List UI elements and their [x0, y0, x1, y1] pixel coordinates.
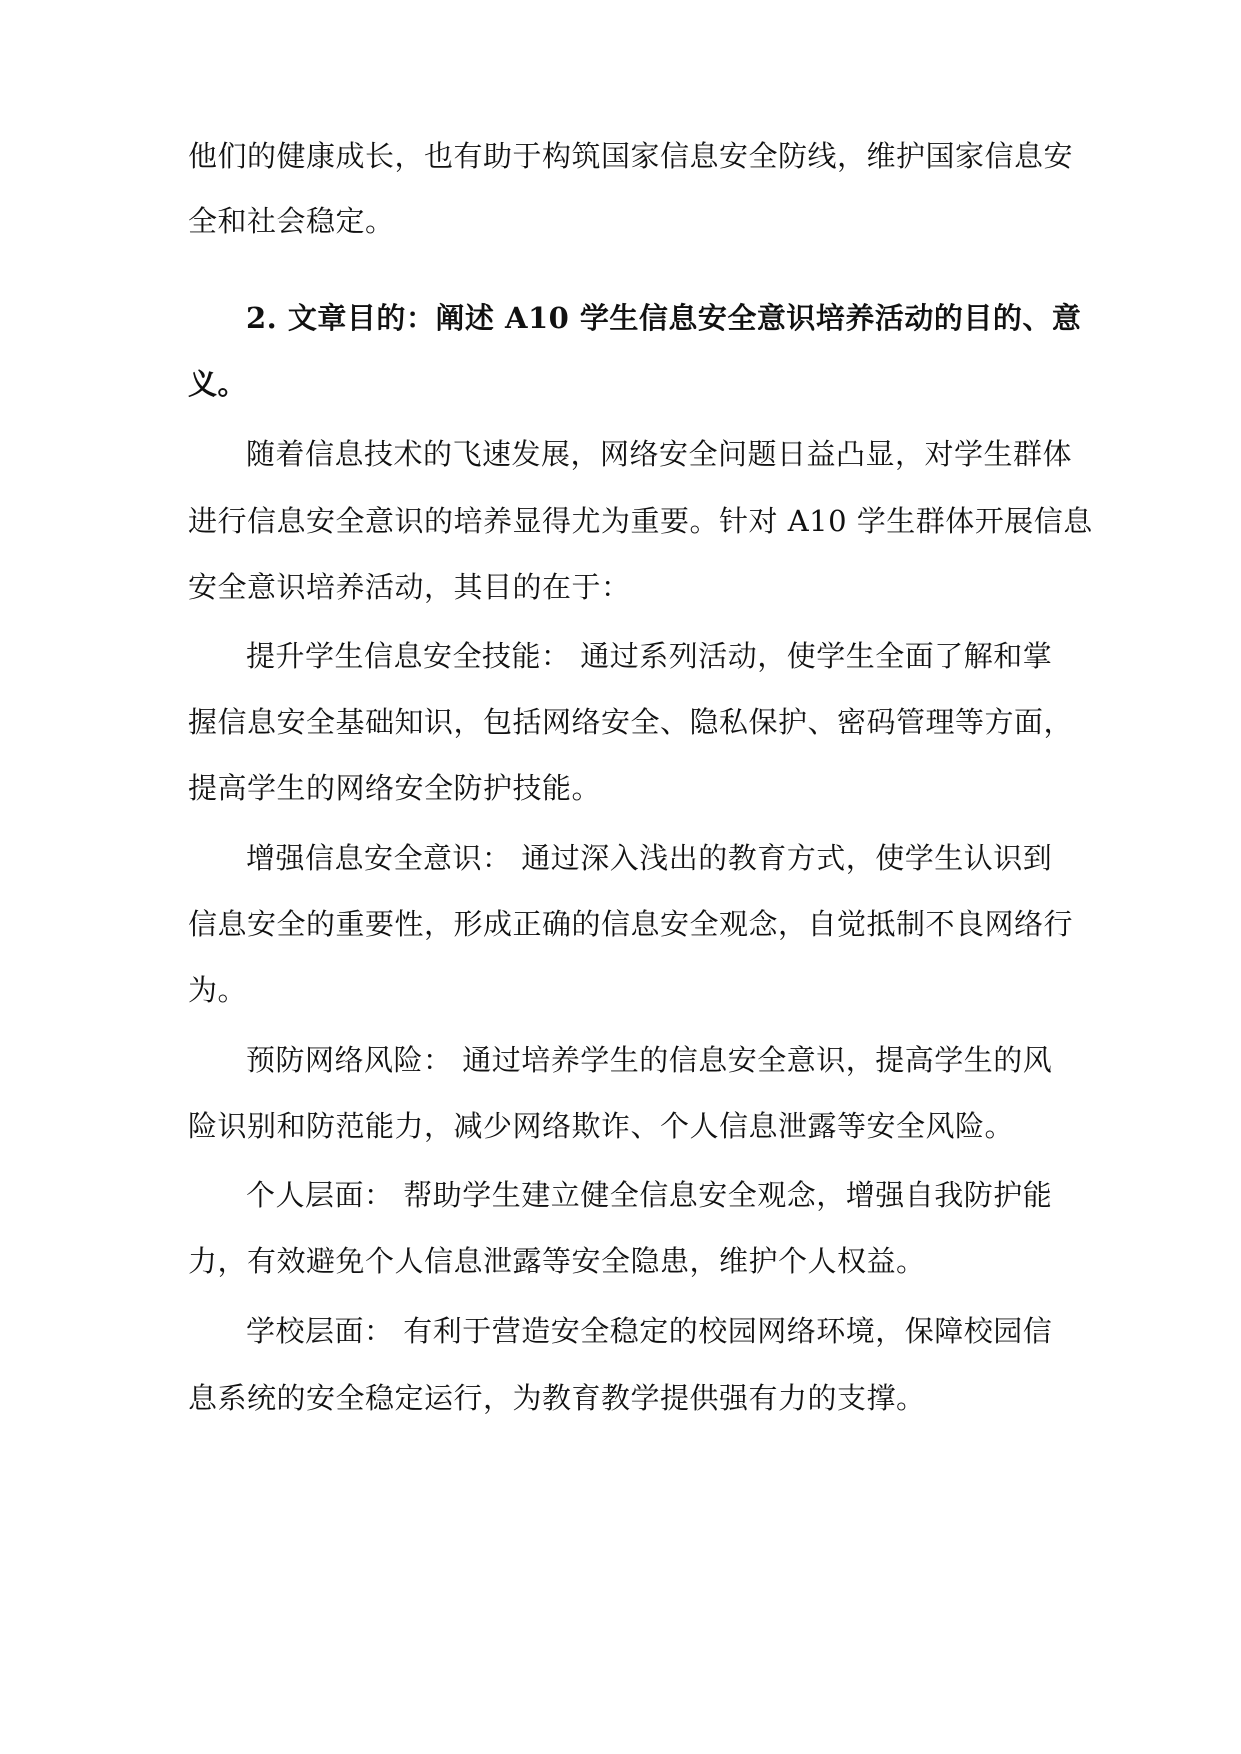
paragraph-2-line-3: 提高学生的网络安全防护技能。 — [188, 771, 602, 805]
paragraph-1-line-3: 安全意识培养活动，其目的在于： — [188, 570, 631, 604]
paragraph-1-line-1: 随着信息技术的飞速发展，网络安全问题日益凸显，对学生群体 — [246, 437, 1073, 471]
paragraph-6-line-2: 息系统的安全稳定运行，为教育教学提供强有力的支撑。 — [188, 1381, 926, 1415]
intro-line-1: 他们的健康成长，也有助于构筑国家信息安全防线，维护国家信息安 — [188, 139, 1074, 173]
paragraph-1-line-2: 进行信息安全意识的培养显得尤为重要。针对 A10 学生群体开展信息 — [188, 504, 1093, 538]
intro-line-2: 全和社会稳定。 — [188, 204, 395, 238]
paragraph-3-line-1: 增强信息安全意识： 通过深入浅出的教育方式，使学生认识到 — [246, 841, 1053, 875]
paragraph-2-line-2: 握信息安全基础知识，包括网络安全、隐私保护、密码管理等方面， — [188, 705, 1074, 739]
paragraph-2-line-1: 提升学生信息安全技能： 通过系列活动，使学生全面了解和掌 — [246, 639, 1053, 673]
section-heading-line-2: 义。 — [188, 367, 248, 401]
section-heading-line-1: 2. 文章目的：阐述 A10 学生信息安全意识培养活动的目的、意 — [246, 301, 1082, 335]
paragraph-3-line-3: 为。 — [188, 973, 248, 1007]
paragraph-5-line-1: 个人层面： 帮助学生建立健全信息安全观念，增强自我防护能 — [246, 1178, 1053, 1212]
paragraph-6-line-1: 学校层面： 有利于营造安全稳定的校园网络环境，保障校园信 — [246, 1314, 1053, 1348]
paragraph-4-line-1: 预防网络风险： 通过培养学生的信息安全意识，提高学生的风 — [246, 1043, 1053, 1077]
paragraph-3-line-2: 信息安全的重要性，形成正确的信息安全观念，自觉抵制不良网络行 — [188, 907, 1074, 941]
paragraph-4-line-2: 险识别和防范能力，减少网络欺诈、个人信息泄露等安全风险。 — [188, 1109, 1015, 1143]
paragraph-5-line-2: 力，有效避免个人信息泄露等安全隐患，维护个人权益。 — [188, 1244, 926, 1278]
